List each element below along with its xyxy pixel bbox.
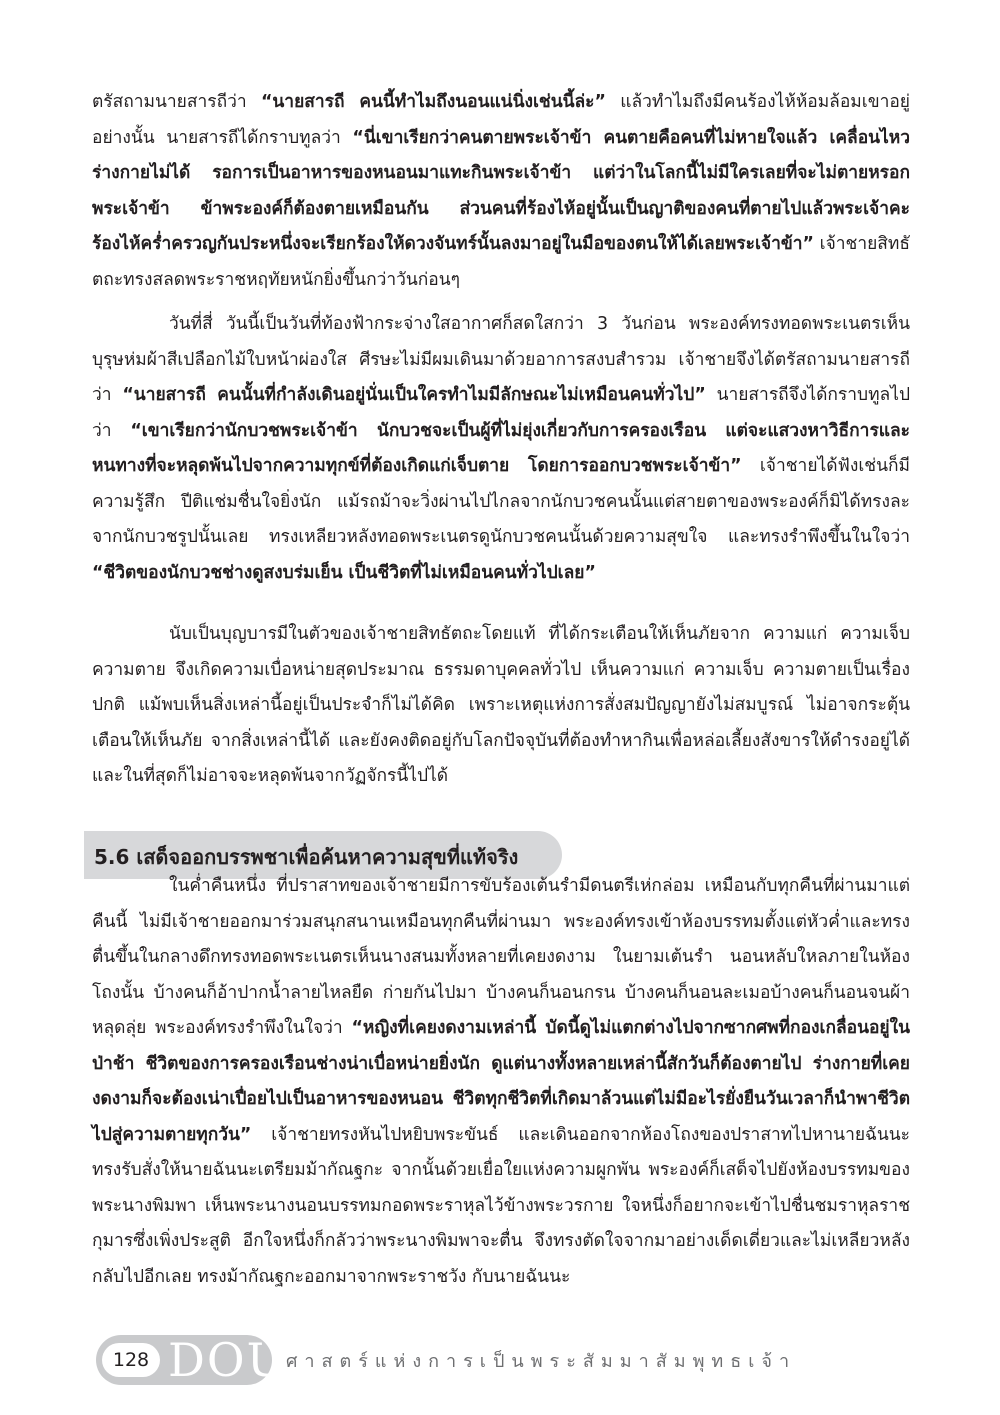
dou-logo: DOU [168, 1333, 288, 1387]
text-run: นับเป็นบุญบารมีในตัวของเจ้าชายสิทธัตถะโดยแท้ ที่ได้กระเตือนให้เห็นภัยจาก ความแก่ ความเจ็บ ความตาย จึงเกิดความเบื่อหน่ายสุดประมาณ ธรรมดาบุคคลทั่วไป เห็นความแก่ ความเจ็บ ความตายเป็นเรื่องปกติ แม้พบเห็นสิ่งเหล่านี้อยู่เป็นประจำก็ไม่ได้คิด เพราะเหตุแห่งการสั่งสมปัญญายังไม่สมบูรณ์ ไม่อาจกระตุ้นเตือนให้เห็นภัย จากสิ่งเหล่านี้ได้ และยังคงติดอยู่กับโลกปัจจุบันที่ต้องทำหากินเพื่อหล่อเลี้ยงสังขารให้ดำรงอยู่ได้ และในที่สุดก็ไม่อาจจะหลุดพ้นจากวัฏจักรนี้ไปได้ [92, 624, 910, 786]
book-title: ศาสตร์แห่งการเป็นพระสัมมาสัมพุทธเจ้า [286, 1351, 797, 1372]
page-number: 128 [102, 1343, 160, 1377]
paragraph-2 [92, 307, 910, 591]
text-run: เจ้าชายได้ฟังเช่นก็มีความรู้สึก ปีติแช่มชื่นใจยิ่งนัก แม้รถม้าจะวิ่งผ่านไปไกลจากนักบวชคนนั้นแต่สายตาของพระองค์ก็มิได้ทรงละจากนักบวชรูปนั้นเลย ทรงเหลียวหลังทอดพระเนตรดูนักบวชคนนั้นด้วยความสุขใจ และทรงรำพึงขึ้นในใจว่า [92, 456, 910, 547]
text-run: วันที่สี่ วันนี้เป็นวันที่ท้องฟ้ากระจ่างใสอากาศก็สดใสกว่า 3 วันก่อน พระองค์ทรงทอดพระเนตรเห็นบุรุษห่มผ้าสีเปลือกไม้ใบหน้าผ่องใส ศีรษะไม่มีผมเดินมาด้วยอาการสงบสำรวม เจ้าชายจึงได้ตรัสถามนายสารถีว่า [92, 314, 910, 405]
bold-quote: “ชีวิตของนักบวชช่างดูสงบร่มเย็น เป็นชีวิตที่ไม่เหมือนคนทั่วไปเลย” [92, 562, 596, 583]
bold-quote: “เขาเรียกว่านักบวชพระเจ้าข้า นักบวชจะเป็นผู้ที่ไม่ยุ่งเกี่ยวกับการครองเรือน แต่จะแสวงหาวิธีการและหนทางที่จะหลุดพ้นไปจากความทุกข์ที่ต้องเกิดแก่เจ็บตาย โดยการออกบวชพระเจ้าข้า” [92, 420, 910, 476]
section-title: 5.6 เสด็จออกบรรพชาเพื่อค้นหาความสุขที่แท้จริง [94, 845, 519, 869]
footer-pill [96, 1333, 288, 1387]
paragraph-4 [92, 869, 910, 1295]
paragraph-3 [92, 617, 910, 795]
text-run: เจ้าชายสิทธัตถะทรงสลดพระราชหฤทัยหนักยิ่งขึ้นกว่าวันก่อนๆ [92, 234, 910, 290]
paragraph-1 [92, 85, 910, 298]
text-run: ในค่ำคืนหนึ่ง ที่ปราสาทของเจ้าชายมีการขับร้องเต้นรำมีดนตรีเห่กล่อม เหมือนกับทุกคืนที่ผ่านมาแต่คืนนี้ ไม่มีเจ้าชายออกมาร่วมสนุกสนานเหมือนทุกคืนที่ผ่านมา พระองค์ทรงเข้าห้องบรรทมตั้งแต่หัวค่ำและทรงตื่นขึ้นในกลางดึกทรงทอดพระเนตรเห็นนางสนมทั้งหลายที่เคยงดงาม ในยามเต้นรำ นอนหลับใหลภายในห้องโถงนั้น บ้างคนก็อ้าปากน้ำลายไหลยืด ก่ายกันไปมา บ้างคนก็นอนกรน บ้างคนก็นอนละเมอบ้างคนก็นอนจนผ้าหลุดลุ่ย พระองค์ทรงรำพึงในใจว่า [92, 876, 910, 1038]
text-run: ตรัสถามนายสารถีว่า [92, 92, 261, 112]
bold-quote: “นายสารถี คนนี้ทำไมถึงนอนแน่นิ่งเช่นนี้ล่ะ” [260, 92, 606, 112]
bold-quote: “หญิงที่เคยงดงามเหล่านี้ บัดนี้ดูไม่แตกต่างไปจากซากศพที่กองเกลื่อนอยู่ในป่าช้า ชีวิตของการครองเรือนช่างน่าเบื่อหน่ายยิ่งนัก ดูแต่นางทั้งหลายเหล่านี้สักวันก็ต้องตายไป ร่างกายที่เคยงดงามก็จะต้องเน่าเปื่อยไปเป็นอาหารของหนอน ชีวิตทุกชีวิตที่เกิดมาล้วนแต่ไม่มีอะไรยั่งยืนวันเวลาก็นำพาชีวิตไปสู่ความตายทุกวัน” [92, 1018, 911, 1145]
bold-quote: “นี่เขาเรียกว่าคนตายพระเจ้าข้า คนตายคือคนที่ไม่หายใจแล้ว เคลื่อนไหวร่างกายไม่ได้ รอการเป็นอาหารของหนอนมาแทะกินพระเจ้าข้า แต่ว่าในโลกนี้ไม่มีใครเลยที่จะไม่ตายหรอกพระเจ้าข้า ข้าพระองค์ก็ต้องตายเหมือนกัน ส่วนคนที่ร้องไห้อยู่นั้นเป็นญาติของคนที่ตายไปแล้วพระเจ้าคะ ร้องไห้คร่ำครวญกันประหนึ่งจะเรียกร้องให้ดวงจันทร์นั้นลงมาอยู่ในมือของตนให้ได้เลยพระเจ้าข้า” [92, 127, 910, 254]
bold-quote: “นายสารถี คนนั้นที่กำลังเดินอยู่นั่นเป็นใครทำไมมีลักษณะไม่เหมือนคนทั่วไป” [122, 385, 706, 405]
text-run: นายสารถีจึงได้กราบทูลไปว่า [92, 385, 910, 441]
text-run: เจ้าชายทรงหันไปหยิบพระขันธ์ และเดินออกจากห้องโถงของปราสาทไปหานายฉันนะ ทรงรับสั่งให้นายฉันนะเตรียมม้ากัณฐกะ จากนั้นด้วยเยื่อใยแห่งความผูกพัน พระองค์ก็เสด็จไปยังห้องบรรทมของพระนางพิมพา เห็นพระนางนอนบรรทมกอดพระราหุลไว้ข้างพระวรกาย ใจหนึ่งก็อยากจะเข้าไปชื่นชมราหุลราชกุมารซึ่งเพิ่งประสูติ อีกใจหนึ่งก็กลัวว่าพระนางพิมพาจะตื่น จึงทรงตัดใจจากมาอย่างเด็ดเดี่ยวและไม่เหลียวหลังกลับไปอีกเลย ทรงม้ากัณฐกะออกมาจากพระราชวัง กับนายฉันนะ [92, 1124, 910, 1287]
text-run: แล้วทำไมถึงมีคนร้องไห้ห้อมล้อมเขาอยู่อย่างนั้น นายสารถีได้กราบทูลว่า [92, 92, 910, 148]
page-footer [96, 1330, 926, 1390]
